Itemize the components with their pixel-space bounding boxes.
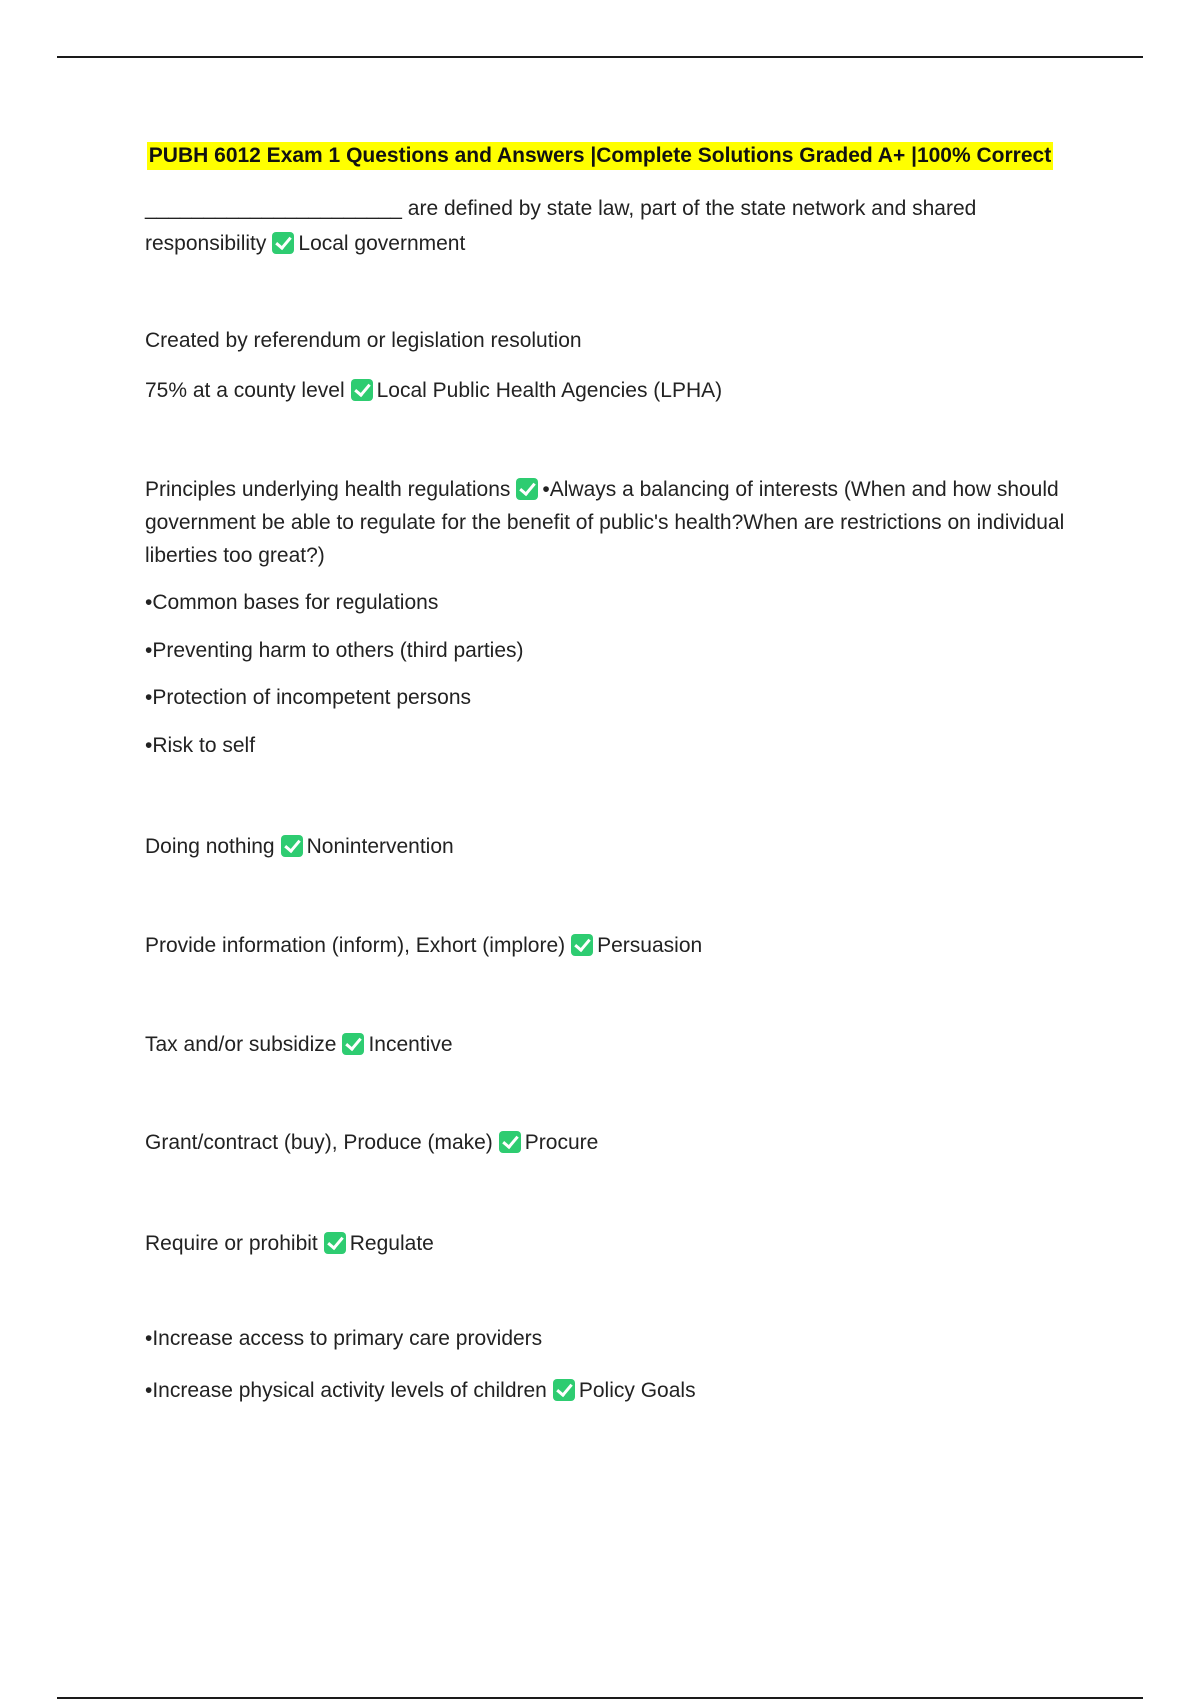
q6-line [145, 1028, 1085, 1061]
q3-block [145, 473, 1085, 572]
top-rule [57, 56, 1143, 58]
q4-question: Doing nothing [145, 835, 275, 858]
q8-answer: Regulate [349, 1232, 434, 1255]
q4-answer: Nonintervention [306, 835, 454, 858]
check-icon [281, 835, 303, 857]
bottom-rule [57, 1697, 1143, 1699]
q2-answer: Local Public Health Agencies (LPHA) [376, 379, 723, 402]
q7-line [145, 1126, 1085, 1159]
q3-question: Principles underlying health regulations [145, 478, 511, 501]
q1-line-1 [145, 192, 1085, 225]
q5-answer: Persuasion [597, 934, 703, 957]
check-icon [553, 1379, 575, 1401]
q2-question: 75% at a county level [145, 379, 345, 402]
q8-line [145, 1227, 1085, 1260]
check-icon [516, 478, 538, 500]
q3-bullet: •Preventing harm to others (third parties) [145, 639, 524, 662]
q2-line-1: Created by referendum or legislation resolution [145, 329, 582, 352]
check-icon [342, 1033, 364, 1055]
document-title: PUBH 6012 Exam 1 Questions and Answers |Complete Solutions Graded A+ |100% Correct [147, 142, 1053, 170]
q5-question: Provide information (inform), Exhort (implore) [145, 934, 566, 957]
check-icon [324, 1232, 346, 1254]
q7-question: Grant/contract (buy), Produce (make) [145, 1131, 493, 1154]
check-icon [571, 934, 593, 956]
q1-text-b: responsibility [145, 232, 267, 255]
q7-answer: Procure [524, 1131, 599, 1154]
check-icon [272, 232, 294, 254]
q6-question: Tax and/or subsidize [145, 1033, 337, 1056]
check-icon [351, 379, 373, 401]
q1-blank: ______________________ [145, 197, 402, 220]
q2-line-2 [145, 374, 1085, 407]
q9-line-2 [145, 1374, 1085, 1407]
q1-text-a: are defined by state law, part of the state network and shared [401, 197, 977, 220]
q1-answer: Local government [298, 232, 466, 255]
q9-line-1: •Increase access to primary care providers [145, 1327, 543, 1350]
q9-question: •Increase physical activity levels of children [145, 1379, 547, 1402]
q3-bullet: •Protection of incompetent persons [145, 686, 472, 709]
q3-bullet: •Common bases for regulations [145, 591, 439, 614]
q3-bullet: •Risk to self [145, 734, 256, 757]
q8-question: Require or prohibit [145, 1232, 318, 1255]
q6-answer: Incentive [368, 1033, 453, 1056]
q1-line-2 [145, 227, 1085, 260]
q9-answer: Policy Goals [578, 1379, 696, 1402]
q4-line [145, 830, 1085, 863]
q5-line [145, 929, 1085, 962]
title-wrap [0, 142, 1200, 170]
q3-answer: •Always a balancing of interests (When and how should government be able to regulate for the benefit of public's health?When are restrictions on individual liberties too great?) [145, 478, 1065, 567]
check-icon [499, 1131, 521, 1153]
